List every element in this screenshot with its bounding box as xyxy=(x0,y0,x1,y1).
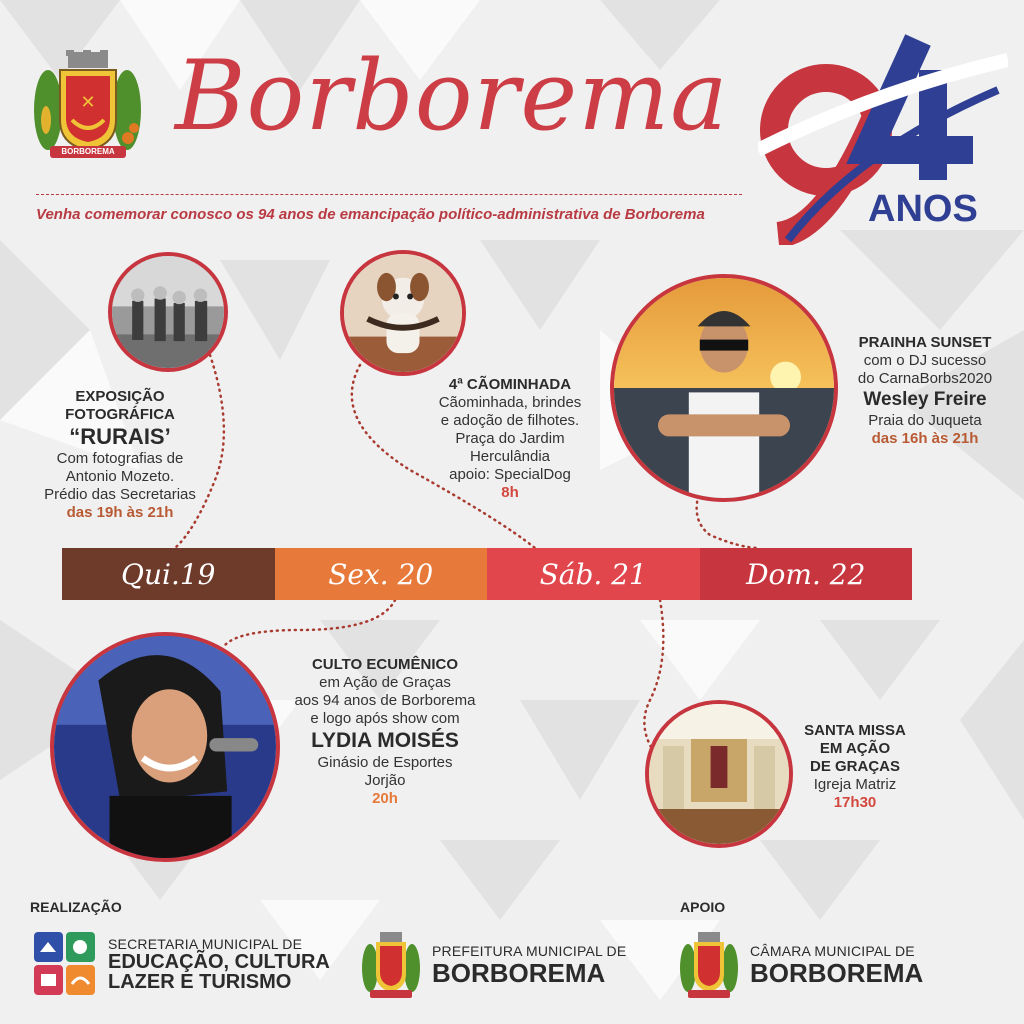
prainha-line-3: Praia do Juqueta xyxy=(868,412,982,429)
event-exposicao xyxy=(30,388,210,522)
photo-lydia xyxy=(50,632,280,862)
exposicao-line-2: Antonio Mozeto. xyxy=(65,468,175,485)
event-culto xyxy=(270,656,500,808)
missa-title-2: EM AÇÃO xyxy=(819,740,891,757)
culto-line-2: aos 94 anos de Borborema xyxy=(294,692,476,709)
caominhada-line-5: apoio: SpecialDog xyxy=(449,466,571,483)
exposicao-title-2: FOTOGRÁFICA xyxy=(65,406,175,423)
prainha-title: PRAINHA SUNSET xyxy=(858,334,992,351)
camara-bold: BORBOREMA xyxy=(750,958,924,988)
exposicao-line-3: Prédio das Secretarias xyxy=(44,486,196,503)
date-timeline xyxy=(62,548,912,600)
prefeitura-crest-icon xyxy=(360,930,422,1000)
camara-crest-icon xyxy=(678,930,740,1000)
caominhada-time: 8h xyxy=(501,484,519,501)
sponsor-prefeitura xyxy=(360,930,626,1000)
prainha-line-2: do CarnaBorbs2020 xyxy=(857,370,993,387)
event-prainha xyxy=(830,334,1020,448)
secretaria-small: SECRETARIA MUNICIPAL DE xyxy=(108,936,303,952)
timeline-day-dom: Dom. 22 xyxy=(700,548,913,600)
prefeitura-small: PREFEITURA MUNICIPAL DE xyxy=(432,943,627,959)
crest-label: BORBOREMA xyxy=(61,147,115,156)
missa-title-1: SANTA MISSA xyxy=(804,722,906,739)
prainha-time: das 16h às 21h xyxy=(871,430,979,447)
prefeitura-bold: BORBOREMA xyxy=(432,958,606,988)
caominhada-line-2: e adoção de filhotes. xyxy=(440,412,580,429)
prainha-line-1: com o DJ sucesso xyxy=(863,352,987,369)
page-subtitle: Venha comemorar conosco os 94 anos de emancipação político-administrativa de Borborema xyxy=(36,206,705,223)
timeline-day-qui: Qui.19 xyxy=(62,548,275,600)
camara-small: CÂMARA MUNICIPAL DE xyxy=(750,943,915,959)
culto-artist: LYDIA MOISÉS xyxy=(311,729,459,752)
missa-line-1: Igreja Matriz xyxy=(813,776,897,793)
culto-line-5: Jorjão xyxy=(364,772,406,789)
apoio-label: APOIO xyxy=(680,899,726,915)
realizacao-label: REALIZAÇÃO xyxy=(30,899,122,915)
missa-title-3: DE GRAÇAS xyxy=(809,758,900,775)
anos-label: ANOS xyxy=(868,188,978,230)
event-missa xyxy=(780,722,930,812)
timeline-day-sab: Sáb. 21 xyxy=(487,548,700,600)
culto-line-1: em Ação de Graças xyxy=(319,674,451,691)
photo-rurais xyxy=(108,252,228,372)
photo-dog xyxy=(340,250,466,376)
page-title: Borborema xyxy=(175,40,729,152)
culto-line-4: Ginásio de Esportes xyxy=(317,754,453,771)
caominhada-line-4: Herculândia xyxy=(469,448,551,465)
exposicao-time: das 19h às 21h xyxy=(66,504,174,521)
timeline-day-sex: Sex. 20 xyxy=(275,548,488,600)
culto-title: CULTO ECUMÊNICO xyxy=(311,656,459,673)
culto-line-3: e logo após show com xyxy=(310,710,460,727)
exposicao-line-1: Com fotografias de xyxy=(56,450,184,467)
secretaria-icon xyxy=(34,932,96,996)
sponsor-secretaria xyxy=(34,932,330,996)
sponsor-camara xyxy=(678,930,923,1000)
secretaria-bold-1: EDUCAÇÃO, CULTURA xyxy=(108,951,330,973)
missa-time: 17h30 xyxy=(833,794,877,811)
caominhada-title: 4ª CÃOMINHADA xyxy=(448,376,572,393)
culto-time: 20h xyxy=(372,790,398,807)
secretaria-bold-2: LAZER E TURISMO xyxy=(108,971,292,993)
photo-church xyxy=(645,700,793,848)
svg-text:✕: ✕ xyxy=(80,92,96,113)
caominhada-line-3: Praça do Jardim xyxy=(455,430,565,447)
exposicao-title-3: “RURAIS’ xyxy=(69,424,171,449)
event-caominhada xyxy=(400,376,620,502)
caominhada-line-1: Cãominhada, brindes xyxy=(438,394,582,411)
exposicao-title-1: EXPOSIÇÃO xyxy=(75,388,165,405)
prainha-artist: Wesley Freire xyxy=(863,389,987,410)
photo-dj xyxy=(610,274,838,502)
